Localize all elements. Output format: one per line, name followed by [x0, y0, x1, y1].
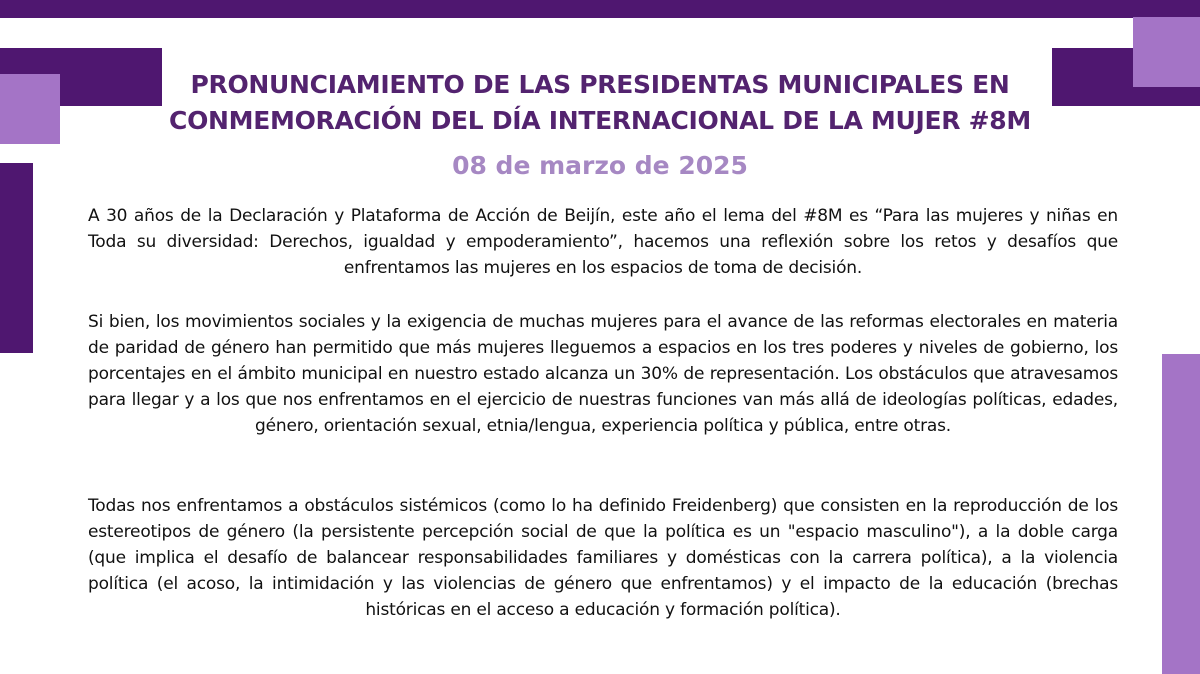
document-date: 08 de marzo de 2025 — [452, 151, 748, 180]
right-side-bar — [1162, 354, 1200, 674]
body-paragraph-1: A 30 años de la Declaración y Plataforma de Acción de Beijín, este año el lema del #8M es “Para las mujeres y niñas en Toda su diversidad: Derechos, igualdad y empoderamiento”, hacemos una reflexión sobre los retos y desafíos que enfrentamos las mujeres en los espacios de toma de decisión. — [88, 206, 1118, 278]
top-right-light-block — [1133, 17, 1200, 87]
body-paragraph-2: Si bien, los movimientos sociales y la exigencia de muchas mujeres para el avance de las reformas electorales en materia de paridad de género han permitido que más mujeres lleguemos a espacios en los tres poderes y niveles de gobierno, los porcentajes en el ámbito municipal en nuestro estado alcanza un 30% de representación. Los obstáculos que atravesamos para llegar y a los que nos enfrentamos en el ejercicio de nuestras funciones van más allá de ideologías políticas, edades, género, orientación sexual, etnia/lengua, experiencia política y pública, entre otras. — [88, 312, 1118, 436]
top-left-light-block — [0, 74, 60, 144]
top-decorative-bar — [0, 0, 1200, 18]
left-side-bar — [0, 163, 33, 353]
title-line-1: PRONUNCIAMIENTO DE LAS PRESIDENTAS MUNICIPALES EN — [190, 70, 1010, 99]
title-line-2: CONMEMORACIÓN DEL DÍA INTERNACIONAL DE LA MUJER #8M — [169, 106, 1031, 135]
body-paragraph-3: Todas nos enfrentamos a obstáculos sistémicos (como lo ha definido Freidenberg) que consisten en la reproducción de los estereotipos de género (la persistente percepción social de que la política es un "espacio masculino"), a la doble carga (que implica el desafío de balancear responsabilidades familiares y domésticas con la carrera política), a la violencia política (el acoso, la intimidación y las violencias de género que enfrentamos) y el impacto de la educación (brechas históricas en el acceso a educación y formación política). — [88, 496, 1118, 620]
